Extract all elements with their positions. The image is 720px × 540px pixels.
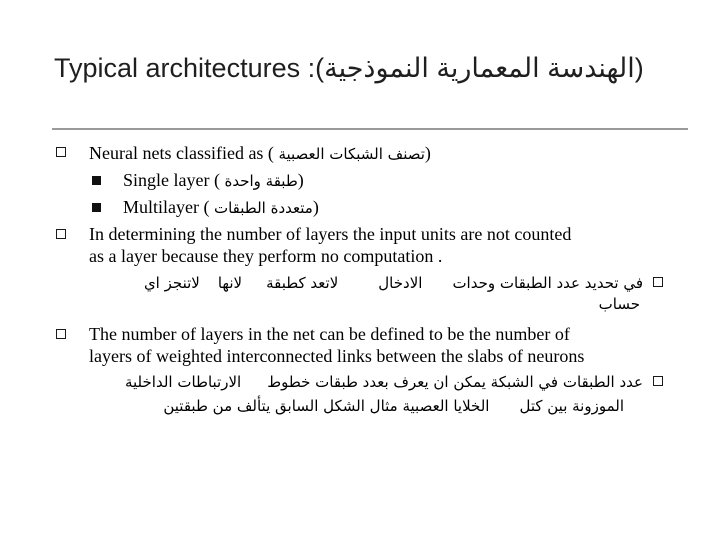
box-bullet-icon (56, 329, 66, 339)
slide-title (54, 50, 694, 86)
box-bullet-icon (653, 277, 663, 287)
subbullet-single-layer (123, 169, 304, 192)
arabic-text: الموزونة بين كتل (519, 397, 624, 415)
arabic-text: الادخال (378, 274, 423, 292)
title-latin: Typical architectures : (54, 53, 316, 83)
arabic-text: الارتباطات الداخلية (124, 373, 242, 391)
bullet-number-of-layers-line2: layers of weighted interconnected links between the slabs of neurons (89, 346, 585, 366)
subbullet-close: ) (297, 170, 304, 190)
arabic-bullet-number-of-layers (125, 371, 643, 393)
title-divider (52, 128, 688, 130)
arabic-bullet-input-units-line2: حساب (598, 295, 640, 313)
title-arabic: (الهندسة المعمارية النموذجية) (315, 53, 644, 83)
bullet-input-units-line1: In determining the number of layers the input units are not counted (89, 224, 572, 244)
subbullet-text: Multilayer ( (123, 197, 210, 217)
subbullet-arabic: متعددة الطبقات (213, 199, 313, 217)
subbullet-text: Single layer ( (123, 170, 220, 190)
arabic-bullet-input-units (144, 272, 643, 294)
bullet-input-units-line2: as a layer because they perform no computation . (89, 246, 443, 266)
bullet-text: Neural nets classified as ( (89, 143, 274, 163)
arabic-text: الخلايا العصبية مثال الشكل السابق يتألف من طبقتين (163, 397, 490, 415)
subbullet-multilayer (123, 196, 319, 219)
arabic-bullet-number-of-layers-line2 (163, 395, 624, 417)
square-bullet-icon (92, 203, 101, 212)
bullet-close: ) (424, 143, 431, 163)
subbullet-arabic: طبقة واحدة (224, 172, 298, 190)
subbullet-close: ) (312, 197, 319, 217)
arabic-text: لاتعد كطبقة (266, 274, 339, 292)
bullet-neural-nets (89, 142, 431, 165)
box-bullet-icon (56, 229, 66, 239)
bullet-arabic: تصنف الشبكات العصبية (278, 145, 425, 163)
box-bullet-icon (56, 147, 66, 157)
arabic-text: عدد الطبقات في الشبكة يمكن ان يعرف بعدد طبقات خطوط (267, 373, 643, 391)
bullet-number-of-layers-line1: The number of layers in the net can be defined to be the number of (89, 324, 570, 344)
box-bullet-icon (653, 376, 663, 386)
arabic-text: لاتنجز اي (143, 274, 200, 292)
arabic-text: لانها (217, 274, 243, 292)
square-bullet-icon (92, 176, 101, 185)
arabic-text: في تحديد عدد الطبقات وحدات (452, 274, 643, 292)
